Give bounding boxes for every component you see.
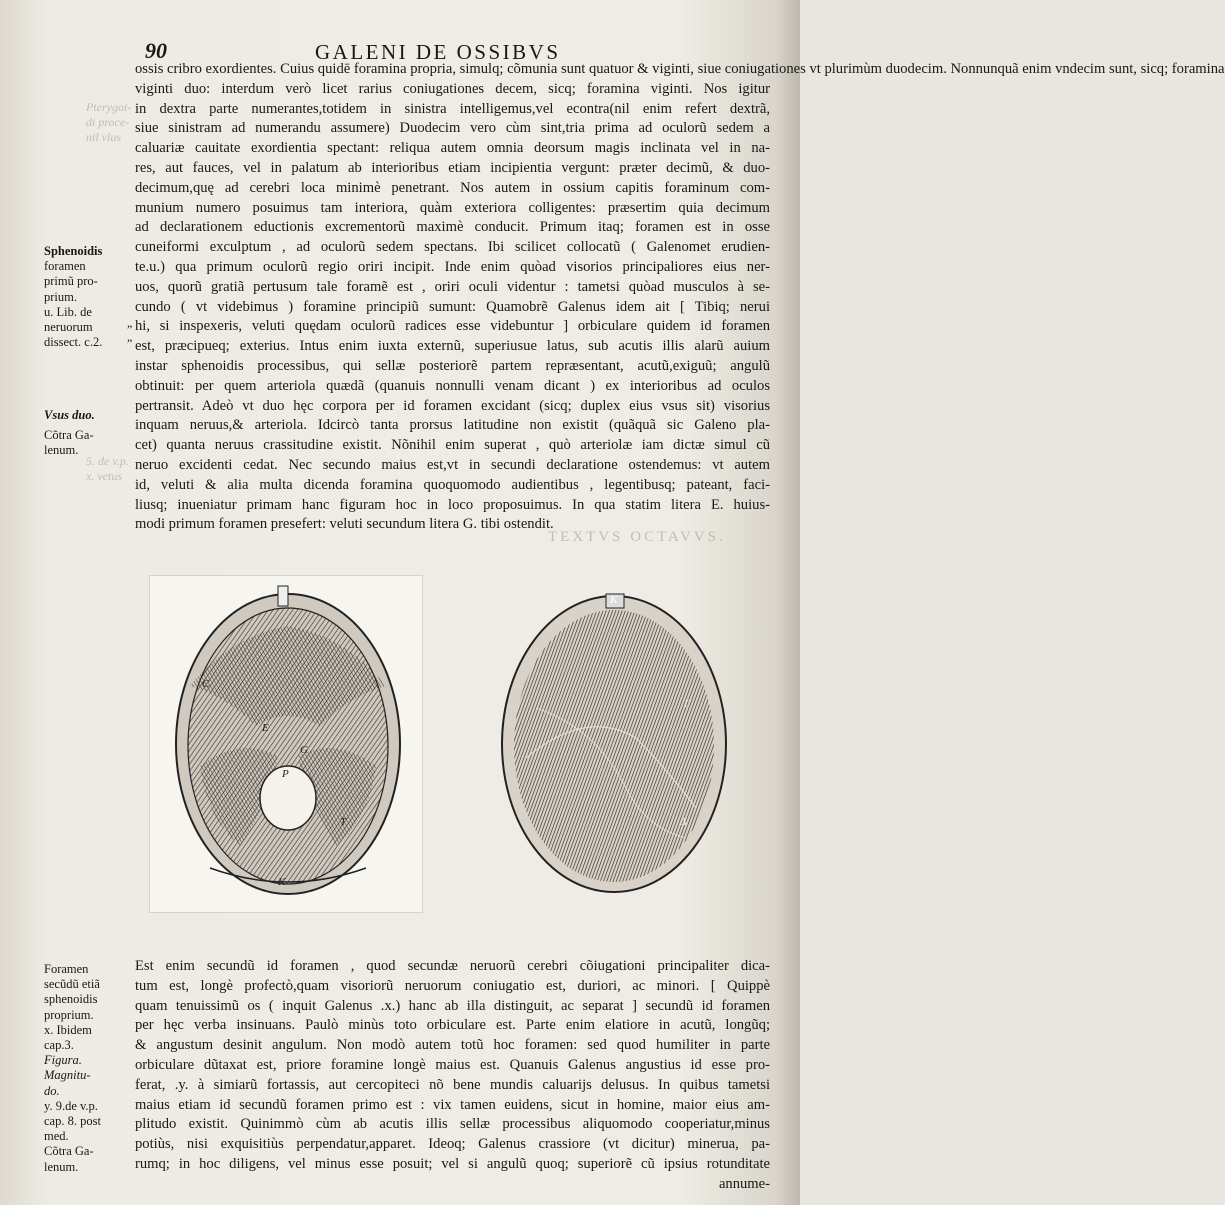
skull-base-illustration xyxy=(150,576,422,912)
margin-line: Sphenoidis xyxy=(44,244,103,258)
figure-label: G xyxy=(300,744,308,756)
margin-note-sphenoidis xyxy=(44,244,136,350)
margin-note-contra-galenum xyxy=(44,428,136,458)
bleed-through-left xyxy=(86,100,131,145)
bleed-line: x. vetus xyxy=(86,469,122,483)
figure-label: Γ xyxy=(684,698,691,710)
text-line: viginti duo: interdum verò licet rarius coniugationes decem, sicq; foramina viginti. Nos igitur xyxy=(135,80,770,97)
margin-line: med. xyxy=(44,1129,69,1144)
figure-label: Δ xyxy=(680,816,687,828)
text-line: neruo excidenti cedat. Nec secundo maius est,vt in secundi declaratione ostendemus: vt autem xyxy=(135,456,770,473)
margin-line: x. Ibidem xyxy=(44,1022,92,1037)
margin-line: foramen xyxy=(44,259,86,274)
margin-line: Cõtra Ga- xyxy=(44,1144,94,1159)
margin-line: cap. 8. post xyxy=(44,1114,101,1129)
text-line: & angustum desinit angulum. Non modò autem totũ hoc foramen: sed quod humiliter in parte xyxy=(135,1037,770,1054)
text-line: munium numero posuimus tam interiora, quàm exteriora colligentes: præsertim quia decimum xyxy=(135,199,770,216)
bleed-through-heading: TEXTVS OCTAVVS. xyxy=(548,529,726,545)
margin-line: sphenoidis xyxy=(44,992,98,1007)
text-line: maius etiam id secundũ foramen primo est : vix tamen euidens, sicut in homine, maior eius am- xyxy=(135,1096,770,1113)
text-line: ad declarationem eductionis excrementorũ maximè conducit. Primum itaq; foramen est in osse xyxy=(135,219,770,236)
margin-quote-mark: ” xyxy=(127,322,133,336)
text-line: cundo ( vt videbimus ) foramine principiũ sumunt: Quamobrẽ Galenus idem ait [ Tibiq; nerui xyxy=(135,298,770,315)
margin-line: lenum. xyxy=(44,1159,79,1174)
text-line: plitudo existit. Quinimmò cùm ab acutis illis sellæ processibus aliquomodo cooperiatur,minus xyxy=(135,1116,770,1133)
text-line: instar sphenoidis processibus, qui sellæ posteriorẽ partem repræsentant, acutũ,exiguũ; angulũ xyxy=(135,357,770,374)
margin-line: primũ pro- xyxy=(44,274,98,289)
bleed-line: nil vlus xyxy=(86,130,121,144)
catchword: annume- xyxy=(718,1175,770,1192)
text-line: in dextra parte numerantes,totidem in sinistra intelligemus,vel econtra(nil enim refert dextrã, xyxy=(135,100,770,117)
running-title: GALENI DE OSSIBVS xyxy=(315,40,561,64)
margin-line: secũdũ etiã xyxy=(44,977,100,992)
text-line: tum est, longè profectò,quam visoriorũ neruorum coniugatio est, duriori, ac minori. [ Quippè xyxy=(135,977,770,994)
text-line: uos, quorũ gratiã pertusum tale foramẽ est , oriri oculi videntur : tametsi quòad musculos à se- xyxy=(135,278,770,295)
text-line: siue sinistram ad numerandu assumere) Duodecim vero cùm sint,tria prima ad oculorũ sedem a xyxy=(135,120,770,137)
text-line: ossis cribro exordientes. Cuius quidē foramina propria, simulq; cõmunia sunt quatuor & viginti, siue coniugationes vt plurimùm duodecim. Nonnunquã enim vndecim sunt, sicq; foramina xyxy=(135,61,1225,77)
text-line: pertransit. Adeò vt duo hęc corpora per id foramen excidant (sicq; duplex eius vsus sit) visorius xyxy=(135,397,770,414)
margin-line: lenum. xyxy=(44,443,79,458)
text-line: Est enim secundũ id foramen , quod secundæ neruorũ cerebri cõiugationi principaliter dica- xyxy=(135,958,770,974)
text-line: modi primum foramen presefert: veluti secundum litera G. tibi ostendit. xyxy=(135,516,554,533)
text-line: inquam neruus,& arteriola. Idcircò tanta prorsus latitudine non existit (quãquã sic Galeno pla- xyxy=(135,417,770,434)
figure-label: T xyxy=(340,816,347,828)
margin-line: Foramen xyxy=(44,962,89,976)
text-line: res, aut fauces, vel in palatum ab interioribus etiam incipientia vergunt: præter decimũ, & duo- xyxy=(135,159,770,176)
bleed-line: di proce- xyxy=(86,115,130,129)
figure-label: P xyxy=(282,768,289,780)
text-line: rumq; in hoc diligens, vel minus esse posuit; vel si angulũ quoq; superiorẽ cũ ipsius rotunditate xyxy=(135,1155,770,1172)
skull-cap-figure xyxy=(496,588,732,900)
margin-note-foramen-secundum xyxy=(44,962,136,1175)
text-line: caluariæ cauitate exordientia spectant: reliqua autem omnia deorsum magis inclinata vel in na- xyxy=(135,140,770,157)
margin-line: prium. xyxy=(44,289,77,304)
skull-base-figure xyxy=(150,576,422,912)
text-line: te.u.) qua primum oculorũ regio oriri incipit. Inde enim quòad visorios principaliores eius ner- xyxy=(135,258,770,275)
margin-line: Magnitu- xyxy=(44,1068,91,1083)
margin-line: y. 9.de v.p. xyxy=(44,1098,98,1113)
margin-quote-mark: ” xyxy=(127,336,133,350)
margin-line: u. Lib. de xyxy=(44,304,92,319)
text-line: liusq; inueniatur primam hanc figuram hoc in loco proposuimus. In qua statim litera E. huius- xyxy=(135,496,770,513)
margin-line: Figura. xyxy=(44,1053,82,1068)
text-line: potiùs, nisi exquisitiùs perpendatur,apparet. Ideoq; Galenus crassiore (vt dicitur) minerua, pa- xyxy=(135,1136,770,1153)
text-line: cuneiformi exculptum , ad oculorũ sedem spectans. Ibi scilicet collocatũ ( Galenomet erudien- xyxy=(135,239,770,256)
margin-line: Vsus duo. xyxy=(44,408,95,422)
margin-line: dissect. c.2. xyxy=(44,335,103,350)
text-line: orbiculare dũtaxat est, priore foramine longè maius est. Quanuis Galenus angustius id esse pro- xyxy=(135,1056,770,1073)
text-line: id, veluti & alia multa dicenda foramina quoquomodo audientibus , legentibusq; pateant, faci- xyxy=(135,476,770,493)
bleed-line: Pterygoi- xyxy=(86,100,132,114)
figure-label: C xyxy=(202,678,210,690)
margin-line: do. xyxy=(44,1083,60,1098)
text-line: obtinuit: per quem arteriola quædã (quanuis nonnulli venam dicant ) ex interioribus ad oculos xyxy=(135,377,770,394)
margin-note-vsus xyxy=(44,408,136,423)
text-line: ferat, .y. à simiarũ fortassis, aut cercopiteci nõ bene mundis caluarijs delusus. In quibus tametsi xyxy=(135,1076,770,1093)
bleed-line: 5. de v.p. xyxy=(86,454,129,468)
figure-label: K xyxy=(610,594,618,606)
margin-line: proprium. xyxy=(44,1007,94,1022)
bleed-through-left-2 xyxy=(86,454,129,484)
page-number: 90 xyxy=(145,38,167,63)
figure-label: K xyxy=(278,876,286,888)
margin-line: neruorum xyxy=(44,320,93,335)
text-line: decimum,quę ad cerebri loca minimè penetrant. Nos autem in ossium capitis foraminum com- xyxy=(135,179,770,196)
margin-line: cap.3. xyxy=(44,1038,74,1053)
text-line: est, præcipueq; exterius. Intus enim iuxta externũ, superiusue latus, sub acutis illis alarũ auium xyxy=(135,338,770,355)
text-line: quam tenuissimũ os ( inquit Galenus .x.) hanc ab illa distinguit, ac separat ] secundũ id foramen xyxy=(135,997,770,1014)
main-text-block-1 xyxy=(135,60,1225,535)
margin-line: Cõtra Ga- xyxy=(44,428,94,442)
skull-cap-illustration xyxy=(496,588,732,900)
text-line: hi, si inspexeris, veluti quędam oculorũ radices esse videbuntur ] orbiculare quidem id foramen xyxy=(135,318,770,335)
text-line: cet) quanta neruus crassitudine existit. Nõnihil enim superat , quò arteriolæ iam dictæ simul cũ xyxy=(135,437,770,454)
main-text-block-2 xyxy=(135,957,770,1195)
figure-label: E xyxy=(262,722,269,734)
text-line: per hęc verba insinuans. Paulò minùs toto orbiculare est. Parte enim elatiore in acutũ, longũq; xyxy=(135,1017,770,1034)
